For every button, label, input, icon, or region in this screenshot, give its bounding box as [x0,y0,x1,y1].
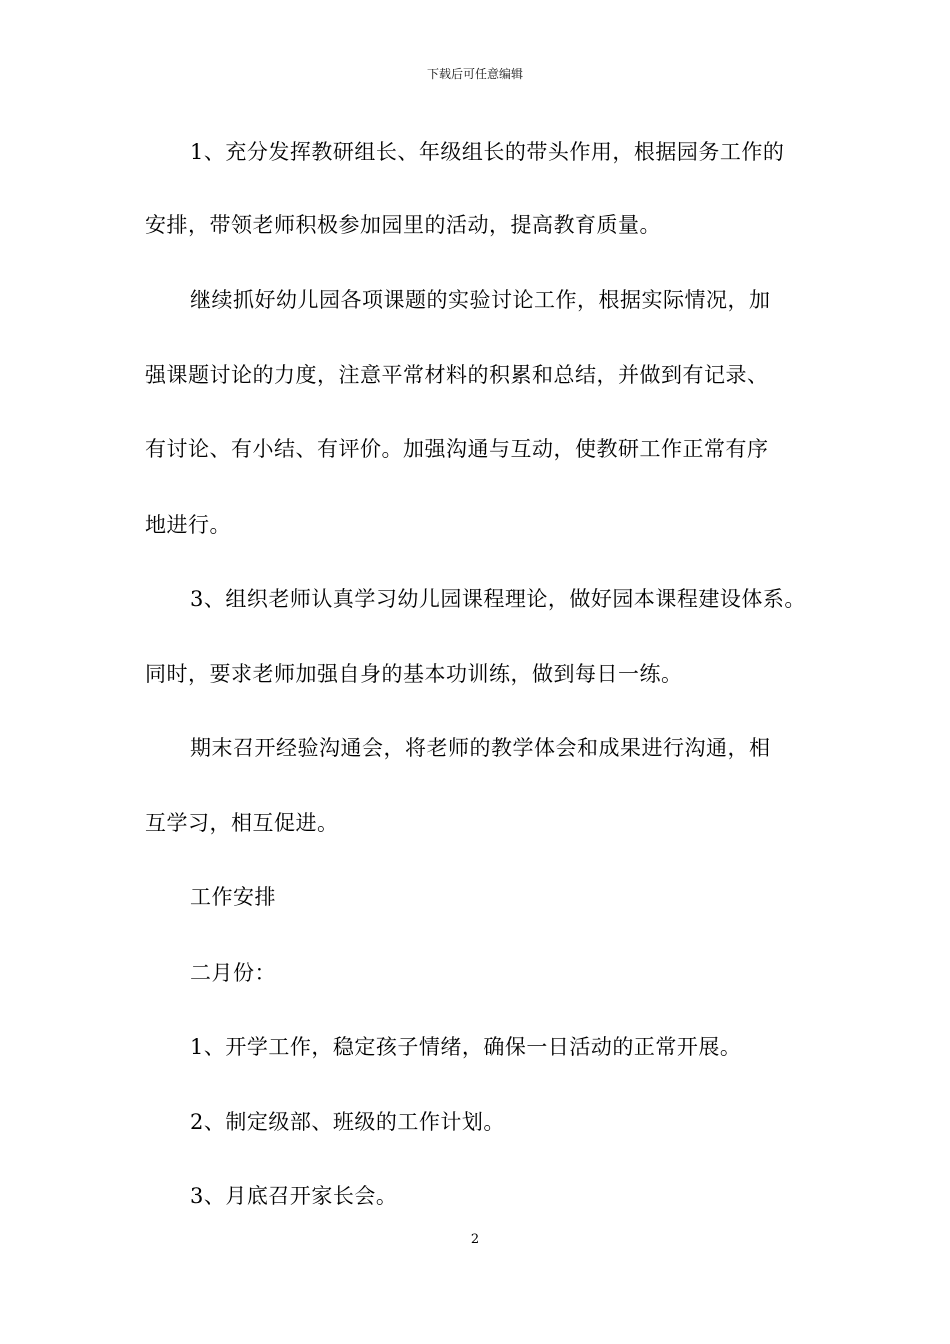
paragraph-line: 互学习，相互促进。 [145,811,339,835]
paragraph-line: 同时，要求老师加强自身的基本功训练，做到每日一练。 [145,662,683,686]
paragraph-line: 有讨论、有小结、有评价。加强沟通与互动，使教研工作正常有序 [145,437,769,461]
month-heading: 二月份： [190,961,276,985]
page-number: 2 [470,1232,480,1247]
paragraph-line: 3、组织老师认真学习幼儿园课程理论，做好园本课程建设体系。 [190,587,806,611]
header-note: 下载后可任意编辑 [426,67,523,81]
paragraph-line: 安排，带领老师积极参加园里的活动，提高教育质量。 [145,213,661,237]
paragraph-line: 强课题讨论的力度，注意平常材料的积累和总结，并做到有记录、 [145,363,769,387]
paragraph-line: 继续抓好幼儿园各项课题的实验讨论工作，根据实际情况，加 [190,288,771,312]
list-item: 3、月底召开家长会。 [190,1184,398,1208]
list-item: 1、开学工作，稳定孩子情绪，确保一日活动的正常开展。 [190,1035,742,1059]
section-heading: 工作安排 [190,885,276,909]
paragraph-line: 1、充分发挥教研组长、年级组长的带头作用，根据园务工作的 [190,140,785,164]
list-item: 2、制定级部、班级的工作计划。 [190,1110,505,1134]
paragraph-line: 期末召开经验沟通会，将老师的教学体会和成果进行沟通，相 [190,736,771,760]
paragraph-line: 地进行。 [145,513,231,537]
